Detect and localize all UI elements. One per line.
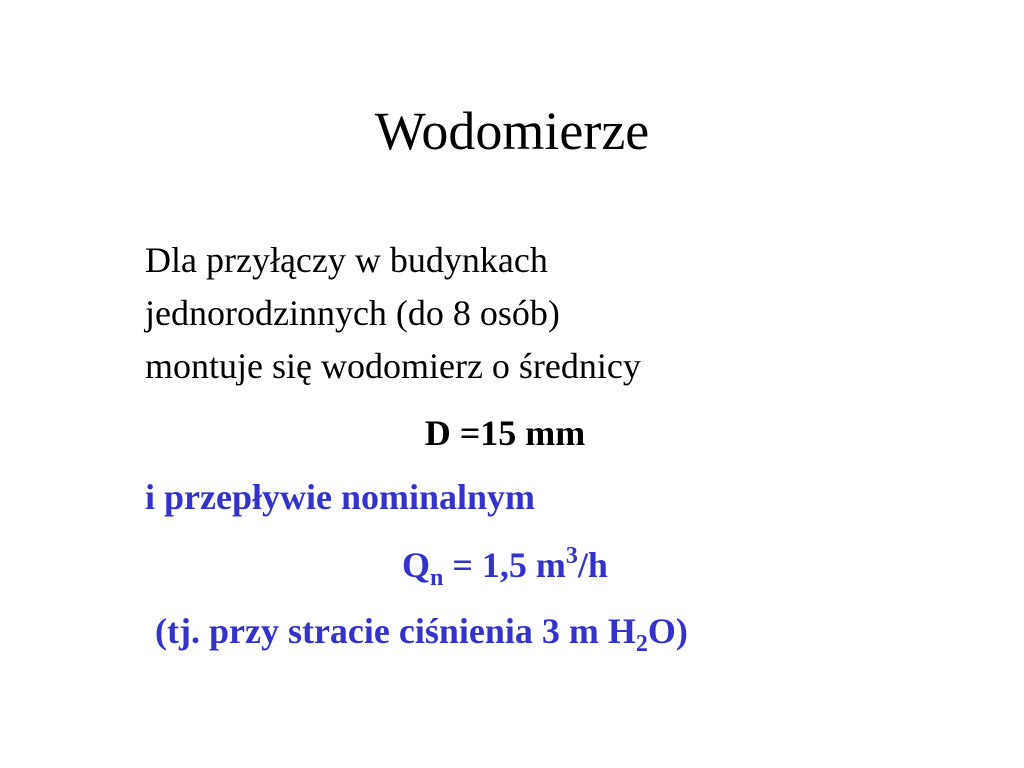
intro-line-2: jednorodzinnych (do 8 osób) <box>145 293 560 333</box>
pressure-loss-suffix: O) <box>647 611 688 651</box>
nominal-flow-heading: i przepływie nominalnym <box>145 477 536 517</box>
flow-subscript: n <box>430 565 444 591</box>
flow-value: = 1,5 m <box>443 545 566 585</box>
flow-formula <box>0 540 1010 590</box>
slide-title: Wodomierze <box>374 101 650 161</box>
pressure-loss-note <box>155 606 688 656</box>
intro-line-3: montuje się wodomierz o średnicy <box>145 346 641 386</box>
intro-line-1: Dla przyłączy w budynkach <box>145 240 548 280</box>
flow-unit: /h <box>577 545 608 585</box>
pressure-loss-prefix: (tj. przy stracie ciśnienia 3 m H <box>155 611 636 651</box>
intro-paragraph <box>145 234 901 393</box>
flow-symbol: Q <box>402 545 431 585</box>
pressure-loss-subscript: 2 <box>635 631 648 657</box>
diameter-value: D =15 mm <box>424 413 586 453</box>
flow-superscript: 3 <box>565 543 578 569</box>
